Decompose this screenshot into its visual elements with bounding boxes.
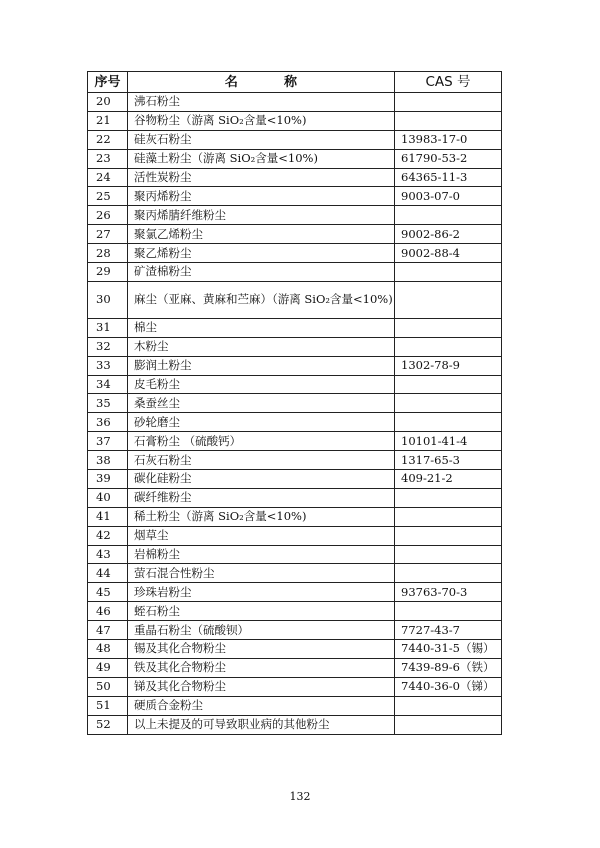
row-name: 锡及其化合物粉尘 <box>128 640 395 659</box>
row-num: 26 <box>88 206 128 225</box>
row-num: 33 <box>88 356 128 375</box>
table-row <box>88 281 502 318</box>
table-row <box>88 507 502 526</box>
table-row <box>88 545 502 564</box>
row-num: 44 <box>88 564 128 583</box>
row-cas: 1317-65-3 <box>395 451 502 470</box>
row-cas: 93763-70-3 <box>395 583 502 602</box>
row-cas: 13983-17-0 <box>395 130 502 149</box>
row-num: 31 <box>88 318 128 337</box>
row-num: 27 <box>88 225 128 244</box>
row-num: 51 <box>88 696 128 715</box>
table-row <box>88 394 502 413</box>
table-row <box>88 488 502 507</box>
table-row <box>88 149 502 168</box>
row-num: 20 <box>88 93 128 112</box>
row-cas: 61790-53-2 <box>395 149 502 168</box>
header-cas: CAS 号 <box>395 72 502 93</box>
table-row <box>88 583 502 602</box>
row-cas <box>395 507 502 526</box>
row-num: 48 <box>88 640 128 659</box>
row-cas: 9003-07-0 <box>395 187 502 206</box>
row-num: 36 <box>88 413 128 432</box>
row-num: 40 <box>88 488 128 507</box>
row-name: 石膏粉尘 （硫酸钙） <box>128 432 395 451</box>
row-name: 桑蚕丝尘 <box>128 394 395 413</box>
row-cas <box>395 318 502 337</box>
row-name: 稀土粉尘（游离 SiO₂含量<10%) <box>128 507 395 526</box>
row-num: 24 <box>88 168 128 187</box>
table-header-row <box>88 72 502 93</box>
row-name: 砂轮磨尘 <box>128 413 395 432</box>
row-num: 45 <box>88 583 128 602</box>
row-cas <box>395 281 502 318</box>
row-name: 聚丙烯腈纤维粉尘 <box>128 206 395 225</box>
row-cas: 10101-41-4 <box>395 432 502 451</box>
row-name: 以上未提及的可导致职业病的其他粉尘 <box>128 715 395 734</box>
page-number: 132 <box>289 790 311 803</box>
table-row <box>88 432 502 451</box>
table-row <box>88 715 502 734</box>
row-cas <box>395 564 502 583</box>
table-body <box>88 93 502 735</box>
table-row <box>88 413 502 432</box>
row-cas <box>395 394 502 413</box>
table-row <box>88 111 502 130</box>
row-name: 聚氯乙烯粉尘 <box>128 225 395 244</box>
row-num: 35 <box>88 394 128 413</box>
row-cas <box>395 337 502 356</box>
row-cas: 9002-88-4 <box>395 244 502 263</box>
row-num: 46 <box>88 602 128 621</box>
row-cas <box>395 488 502 507</box>
row-num: 30 <box>88 281 128 318</box>
table-row <box>88 337 502 356</box>
row-num: 29 <box>88 263 128 282</box>
row-name: 硅藻土粉尘（游离 SiO₂含量<10%) <box>128 149 395 168</box>
row-num: 21 <box>88 111 128 130</box>
row-name: 烟草尘 <box>128 526 395 545</box>
row-name: 硬质合金粉尘 <box>128 696 395 715</box>
table-row <box>88 375 502 394</box>
table-row <box>88 168 502 187</box>
row-cas: 7439-89-6（铁） <box>395 658 502 677</box>
table-row <box>88 451 502 470</box>
table-row <box>88 93 502 112</box>
row-num: 43 <box>88 545 128 564</box>
row-cas: 7440-31-5（锡） <box>395 640 502 659</box>
table-row <box>88 356 502 375</box>
row-name: 萤石混合性粉尘 <box>128 564 395 583</box>
dust-table <box>87 71 502 735</box>
table-row <box>88 130 502 149</box>
row-cas: 7727-43-7 <box>395 621 502 640</box>
row-num: 52 <box>88 715 128 734</box>
row-cas <box>395 111 502 130</box>
row-name: 沸石粉尘 <box>128 93 395 112</box>
row-cas <box>395 545 502 564</box>
table-row <box>88 206 502 225</box>
row-name: 聚丙烯粉尘 <box>128 187 395 206</box>
row-cas <box>395 206 502 225</box>
row-cas <box>395 375 502 394</box>
table-row <box>88 263 502 282</box>
row-cas: 409-21-2 <box>395 470 502 489</box>
row-name: 聚乙烯粉尘 <box>128 244 395 263</box>
table-row <box>88 244 502 263</box>
table-row <box>88 640 502 659</box>
row-cas <box>395 602 502 621</box>
row-name: 碳纤维粉尘 <box>128 488 395 507</box>
row-name: 木粉尘 <box>128 337 395 356</box>
row-name: 蛭石粉尘 <box>128 602 395 621</box>
row-cas: 9002-86-2 <box>395 225 502 244</box>
row-num: 32 <box>88 337 128 356</box>
row-cas: 1302-78-9 <box>395 356 502 375</box>
row-num: 47 <box>88 621 128 640</box>
row-name: 皮毛粉尘 <box>128 375 395 394</box>
row-cas <box>395 696 502 715</box>
table-row <box>88 318 502 337</box>
row-name: 麻尘（亚麻、黄麻和苎麻）（游离 SiO₂含量<10%) <box>128 281 395 318</box>
row-name: 膨润土粉尘 <box>128 356 395 375</box>
header-num: 序号 <box>88 72 128 93</box>
row-num: 22 <box>88 130 128 149</box>
row-num: 39 <box>88 470 128 489</box>
row-name: 锑及其化合物粉尘 <box>128 677 395 696</box>
row-num: 50 <box>88 677 128 696</box>
row-name: 活性炭粉尘 <box>128 168 395 187</box>
row-name: 棉尘 <box>128 318 395 337</box>
row-cas <box>395 263 502 282</box>
row-num: 49 <box>88 658 128 677</box>
table-row <box>88 602 502 621</box>
row-num: 28 <box>88 244 128 263</box>
row-name: 矿渣棉粉尘 <box>128 263 395 282</box>
row-num: 37 <box>88 432 128 451</box>
row-name: 铁及其化合物粉尘 <box>128 658 395 677</box>
row-name: 碳化硅粉尘 <box>128 470 395 489</box>
table-row <box>88 658 502 677</box>
row-name: 岩棉粉尘 <box>128 545 395 564</box>
row-cas <box>395 93 502 112</box>
table-row <box>88 470 502 489</box>
table-row <box>88 621 502 640</box>
table-row <box>88 225 502 244</box>
row-name: 珍珠岩粉尘 <box>128 583 395 602</box>
table-row <box>88 526 502 545</box>
header-name: 名 称 <box>128 72 395 93</box>
table-row <box>88 564 502 583</box>
row-name: 重晶石粉尘（硫酸钡） <box>128 621 395 640</box>
table-row <box>88 187 502 206</box>
row-num: 23 <box>88 149 128 168</box>
row-num: 38 <box>88 451 128 470</box>
row-cas: 64365-11-3 <box>395 168 502 187</box>
table-row <box>88 696 502 715</box>
table-row <box>88 677 502 696</box>
row-num: 42 <box>88 526 128 545</box>
row-cas <box>395 413 502 432</box>
row-cas <box>395 715 502 734</box>
row-cas <box>395 526 502 545</box>
row-cas: 7440-36-0（锑） <box>395 677 502 696</box>
row-name: 硅灰石粉尘 <box>128 130 395 149</box>
row-name: 石灰石粉尘 <box>128 451 395 470</box>
row-num: 34 <box>88 375 128 394</box>
row-num: 41 <box>88 507 128 526</box>
row-num: 25 <box>88 187 128 206</box>
row-name: 谷物粉尘（游离 SiO₂含量<10%) <box>128 111 395 130</box>
